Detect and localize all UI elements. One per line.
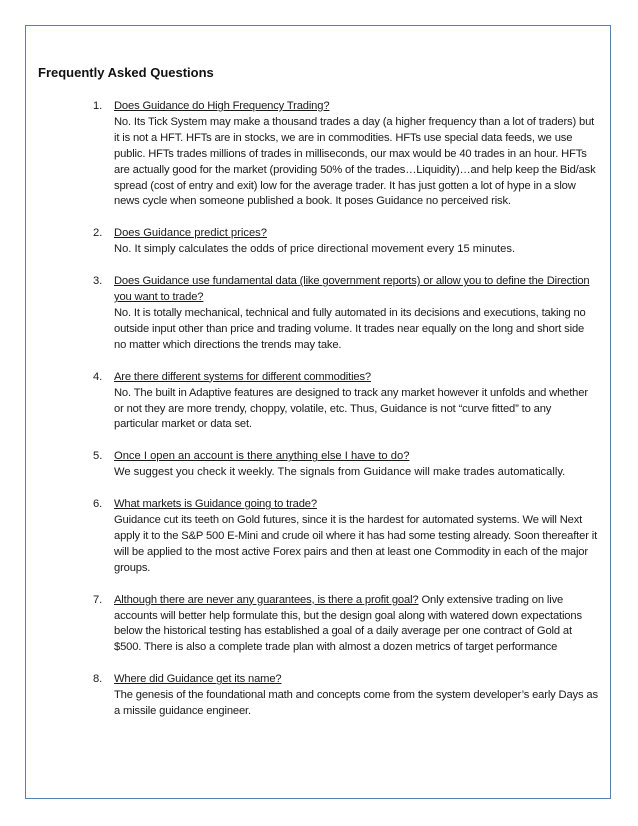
faq-item-1: [78, 99, 598, 210]
faq-number: 1.: [93, 100, 103, 112]
faq-number: 7.: [93, 593, 103, 606]
faq-item-3: [78, 274, 598, 354]
faq-item-2: [78, 226, 598, 258]
faq-question: Does Guidance do High Frequency Trading?: [114, 100, 330, 112]
faq-answer: The genesis of the foundational math and concepts come from the system developer’s early Days as a missile guidance engineer.: [114, 689, 598, 718]
faq-answer: We suggest you check it weekly. The signals from Guidance will make trades automatically.: [114, 466, 566, 479]
faq-question: What markets is Guidance going to trade?: [114, 498, 317, 511]
faq-answer: Only extensive trading on live accounts will better help formulate this, but the design goal along with watered down expectations below the historical testing has established a goal of a daily average per one contract of Gold at $500. There is also a complete trade plan with almost a dozen metrics of target performance: [114, 593, 582, 654]
faq-number: 5.: [93, 450, 103, 463]
faq-question: Although there are never any guarantees, is there a profit goal?: [114, 593, 419, 606]
faq-item-8: [78, 672, 598, 720]
faq-answer: No. It is totally mechanical, technical and fully automated in its decisions and executions, taking no outside input other than price and trading volume. It trades near equally on the long and short side no matter which directions the trends may take.: [114, 306, 586, 351]
faq-number: 8.: [93, 673, 103, 686]
page-title: Frequently Asked Questions: [38, 65, 214, 80]
faq-question: Once I open an account is there anything else I have to do?: [114, 450, 410, 463]
faq-number: 4.: [93, 370, 103, 383]
faq-number: 3.: [93, 275, 103, 288]
faq-answer: No. The built in Adaptive features are designed to track any market however it unfolds and whether or not they are more trendy, choppy, volatile, etc. Thus, Guidance is not “curve fitted” to any particular market or data set.: [114, 386, 588, 431]
faq-item-5: [78, 449, 598, 481]
faq-number: 2.: [93, 227, 103, 240]
faq-answer: Guidance cut its teeth on Gold futures, since it is the hardest for automated systems. We will Next apply it to the S&P 500 E-Mini and crude oil where it has had some testing already. Soon thereafter it will be applied to the most active Forex pairs and then at least one Commodity in each of the major groups.: [114, 514, 598, 574]
faq-question: Where did Guidance get its name?: [114, 673, 282, 686]
faq-item-4: [78, 370, 598, 434]
faq-list: [78, 99, 598, 736]
faq-number: 6.: [93, 498, 103, 511]
faq-item-6: [78, 497, 598, 577]
faq-item-7: [78, 593, 598, 657]
faq-question: Does Guidance use fundamental data (like government reports) or allow you to define the Direction you want to trade?: [114, 275, 590, 304]
faq-answer: No. Its Tick System may make a thousand trades a day (a higher frequency than a lot of traders) but it is not a HFT. HFTs are in stocks, we are in commodities. HFTs use special data feeds, we use public. HFTs trades millions of trades in milliseconds, our max would be 40 trades in an hour. HFTs are actually good for the market (providing 50% of the trades…Liquidity)…and help keep the Bid/ask spread (cost of entry and exit) low for the average trader. It has just gotten a lot of hype in a slow news cycle when someone published a book. It poses Guidance no perceived risk.: [114, 115, 596, 208]
faq-question: Are there different systems for different commodities?: [114, 370, 371, 383]
faq-question: Does Guidance predict prices?: [114, 227, 267, 240]
faq-answer: No. It simply calculates the odds of price directional movement every 15 minutes.: [114, 243, 516, 256]
